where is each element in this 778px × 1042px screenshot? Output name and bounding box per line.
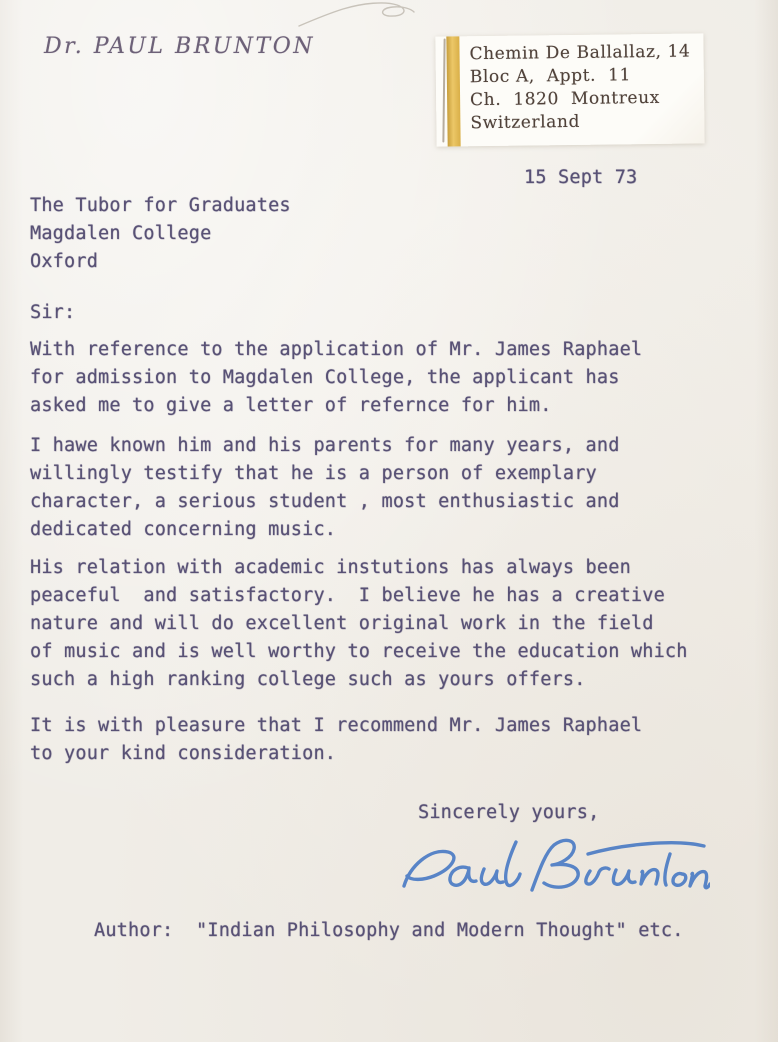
letter-line: It is with pleasure that I recommend Mr. James Raphael [30,715,643,736]
recipient-line: Magdalen College [30,223,212,244]
recipient-line: The Tubor for Graduates [30,195,291,216]
letterhead-name: Dr. PAUL BRUNTON [44,34,316,59]
date: 15 Sept 73 [524,167,638,188]
salutation: Sir: [30,302,76,323]
label-edge-line [442,39,445,143]
letter-line: willingly testify that he is a person of exemplary [30,463,597,484]
letter-line: I hawe known him and his parents for many years, and [30,435,620,456]
letter-line: to your kind consideration. [30,743,337,764]
letter-line: With reference to the application of Mr. James Raphael [30,339,643,360]
signature-paul-brunton [392,826,710,914]
label-gold-strip [446,36,460,146]
paragraph [30,336,642,420]
paragraph [30,554,688,694]
address-line: Ch. 1820 Montreux [469,87,661,111]
address-line: Switzerland [470,111,581,134]
address-block [469,41,691,136]
letter-line: nature and will do excellent original work in the field [30,613,654,634]
closing: Sincerely yours, [418,802,600,823]
letter-line: such a high ranking college such as yours offers. [30,669,586,690]
recipient-line: Oxford [30,251,99,272]
author-credit: Author: "Indian Philosophy and Modern Thought" etc. [94,920,684,941]
letter-line: peaceful and satisfactory. I believe he has a creative [30,585,665,606]
paragraph [30,432,620,544]
paragraph [30,712,642,768]
letter-line: for admission to Magdalen College, the applicant has [30,367,620,388]
letter-line: of music and is well worthy to receive the education which [30,641,688,662]
recipient-block [30,192,291,276]
letter-line: His relation with academic instutions has always been [30,557,631,578]
pencil-scribble-mark [293,0,433,34]
letter-line: character, a serious student , most enthusiastic and [30,491,620,512]
letter-line: dedicated concerning music. [30,519,337,540]
address-line: Chemin De Ballallaz, 14 [469,41,691,65]
address-label [435,33,704,146]
address-line: Bloc A, Appt. 11 [469,65,632,88]
letter-line: asked me to give a letter of refernce for him. [30,395,552,416]
